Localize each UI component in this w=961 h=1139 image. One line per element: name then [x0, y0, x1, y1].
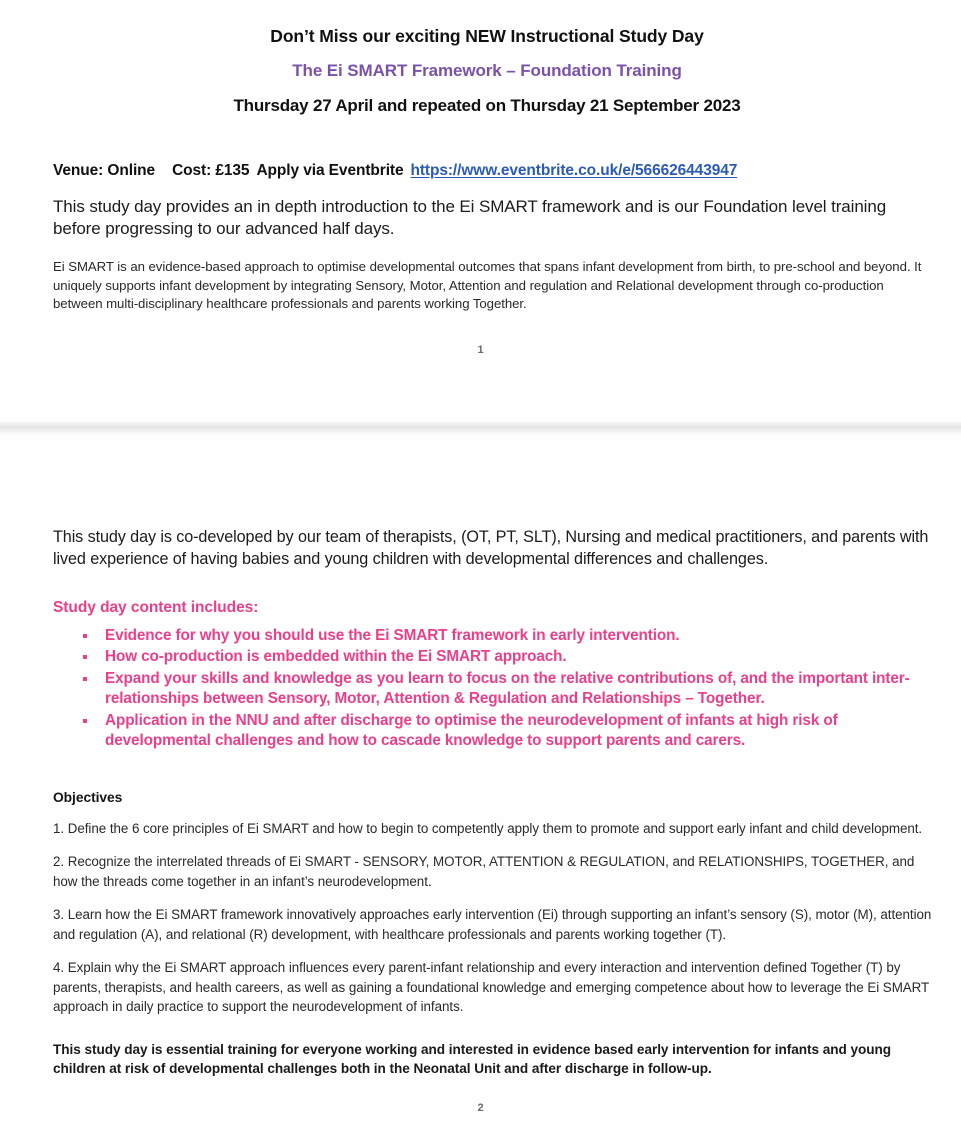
objectives-block [53, 790, 933, 1030]
list-item-label: How co-production is embedded within the Ei SMART approach. [105, 648, 567, 666]
objective-item: 4. Explain why the Ei SMART approach influences every parent-infant relationship and every interaction and intervention defined Together (T) by parents, therapists, and health careers, as well as gaining a foundational knowledge and emerging competence about how to leverage the Ei SMART approach in daily practice to support the neurodevelopment of infants. [53, 960, 929, 1015]
apply-label: Apply via Eventbrite [256, 162, 404, 179]
codevelop-paragraph-block [53, 527, 933, 570]
square-bullet-icon [83, 677, 87, 681]
closing-paragraph-block [53, 1040, 933, 1079]
content-heading: Study day content includes: [53, 599, 259, 616]
intro-paragraph: Ei SMART is an evidence-based approach to optimise developmental outcomes that spans infant development from birth, to pre-school and beyond. It uniquely supports infant development by integrating Sensory, Motor, Attention and regulation and Relational development through co-production between multi-disciplinary healthcare professionals and parents working Together. [53, 259, 922, 312]
codevelop-paragraph: This study day is co-developed by our team of therapists, (OT, PT, SLT), Nursing and medical practitioners, and parents with lived experience of having babies and young children with developmental differences and challenges. [53, 528, 929, 568]
objective-item: 3. Learn how the Ei SMART framework innovatively approaches early intervention (Ei) through supporting an infant’s sensory (S), motor (M), attention and regulation (A), and relational (R) development, with healthcare professionals and parents working together (T). [53, 907, 932, 942]
lead-paragraph-block [53, 196, 921, 241]
square-bullet-icon [83, 634, 87, 638]
document-page-1 [0, 0, 961, 422]
lead-paragraph: This study day provides an in depth introduction to the Ei SMART framework and is our Foundation level training before progressing to our advanced half days. [53, 197, 887, 239]
objectives-heading: Objectives [53, 790, 123, 805]
list-item-label: Application in the NNU and after discharge to optimise the neurodevelopment of infants at high risk of developmental challenges and how to cascade knowledge to support parents and carers. [105, 711, 838, 750]
event-dates: Thursday 27 April and repeated on Thursday 21 September 2023 [233, 96, 741, 115]
content-bullet-list [53, 626, 921, 752]
title-block [53, 26, 921, 116]
list-item [81, 711, 921, 752]
list-item [81, 647, 921, 667]
page-break-divider [0, 420, 961, 437]
cost-label: Cost: £135 [172, 162, 250, 179]
square-bullet-icon [83, 719, 87, 723]
page-title: Don’t Miss our exciting NEW Instructional Study Day [270, 26, 704, 46]
content-includes-block [53, 599, 921, 753]
list-item [81, 626, 921, 646]
closing-paragraph: This study day is essential training for everyone working and interested in evidence based early intervention for infants and young children at risk of developmental challenges both in the Neonatal Unit and after discharge in follow-up. [53, 1042, 891, 1077]
venue-label: Venue: Online [53, 162, 156, 179]
list-item [81, 669, 921, 710]
square-bullet-icon [83, 655, 87, 659]
eventbrite-link[interactable]: https://www.eventbrite.co.uk/e/566626443947 [410, 162, 738, 179]
page-number-1: 1 [477, 344, 484, 356]
list-item-label: Evidence for why you should use the Ei SMART framework in early intervention. [105, 627, 680, 644]
list-item-label: Expand your skills and knowledge as you learn to focus on the relative contributions of, and the important inter-relationships between Sensory, Motor, Attention & Regulation and Relationships – Together. [105, 669, 910, 708]
intro-paragraph-block [53, 258, 933, 314]
objective-item: 1. Define the 6 core principles of Ei SMART and how to begin to competently apply them to promote and support early infant and child development. [53, 821, 923, 836]
page-subtitle: The Ei SMART Framework – Foundation Training [292, 61, 682, 80]
venue-line [53, 162, 921, 180]
document-page-2 [0, 437, 961, 1139]
page-number-2: 2 [477, 1102, 484, 1114]
venue-cost-apply-row [53, 162, 921, 180]
objective-item: 2. Recognize the interrelated threads of Ei SMART - SENSORY, MOTOR, ATTENTION & REGULATION, and RELATIONSHIPS, TOGETHER, and how the threads come together in an infant’s neurodevelopment. [53, 854, 915, 889]
